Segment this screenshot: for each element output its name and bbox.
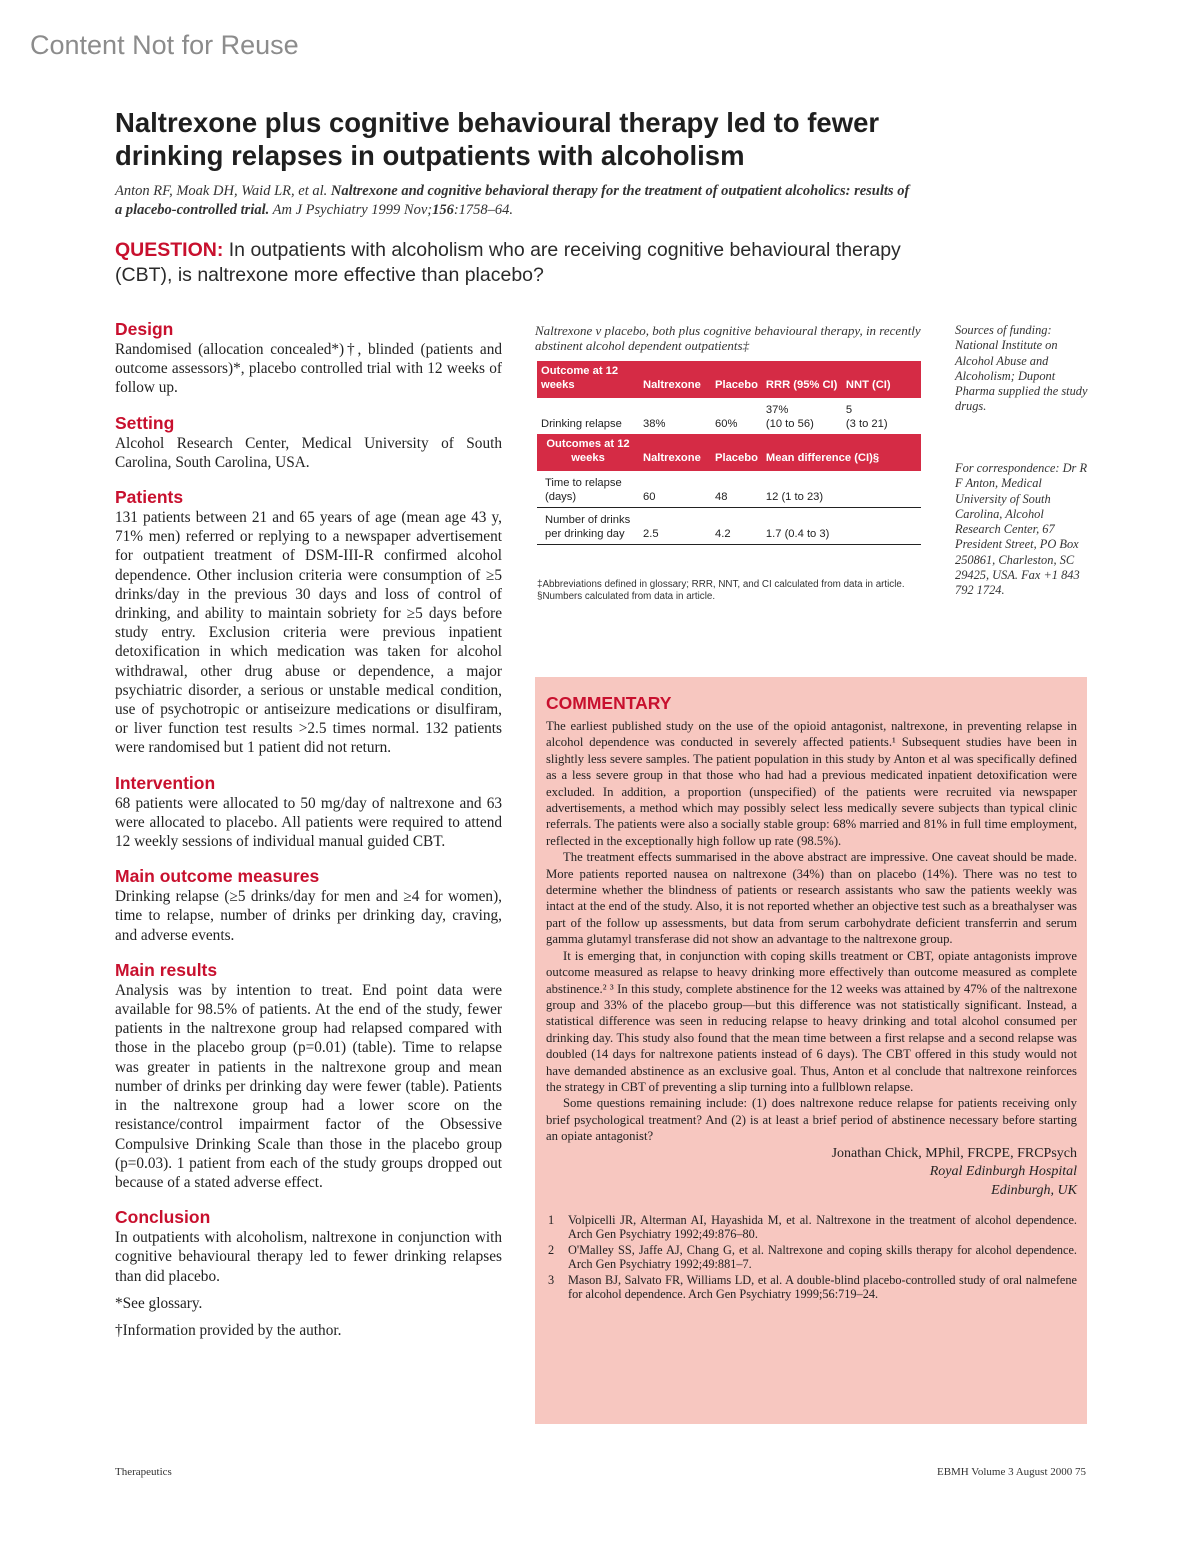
intervention-heading: Intervention <box>115 772 216 793</box>
table-header-naltrexone: Naltrexone <box>639 434 711 471</box>
results-section <box>115 959 502 1192</box>
commentary-paragraph: It is emerging that, in conjunction with coping skills treatment or CBT, opiate antagonists improve outcome measured as relapse to heavy drinking more effectively than outcome measured as complete abstinence.² ³ In this study, complete abstinence for the 12 weeks was attained by 47% of the naltrexone group and 33% of the placebo group—but this difference was not statistically significant. Instead, a statistical difference was seen in reducing relapse to heavy drinking and total alcohol consumed per drinking day. This study also found that the mean time between a first relapse and a second relapse was doubled (14 days for naltrexone patients instead of 6 days). The CBT offered in this study would not have demanded abstinence as an exclusive goal. Thus, Anton et al conclude that naltrexone reinforces the strategy in CBT of preventing a slip turning into a fullblown relapse. <box>546 948 1077 1094</box>
table-cell-naltrexone: 60 <box>639 471 711 508</box>
signature-hospital: Royal Edinburgh Hospital <box>929 1164 1077 1180</box>
commentary-heading: COMMENTARY <box>546 693 672 713</box>
conclusion-section <box>115 1206 502 1286</box>
table-cell-placebo: 4.2 <box>711 508 762 545</box>
commentary-signature <box>546 1145 1077 1201</box>
table-cell-difference: 1.7 (0.4 to 3) <box>762 508 921 545</box>
table-header-placebo: Placebo <box>711 361 762 398</box>
reference-text: Mason BJ, Salvato FR, Williams LD, et al. A double-blind placebo-controlled study of oral nalmefene for alcohol dependence. Arch Gen Psychiatry 1999;56:719–24. <box>568 1273 1077 1302</box>
rrr-ci: (10 to 56) <box>765 417 814 430</box>
citation-year: 1999 Nov; <box>371 202 433 218</box>
table-cell-placebo: 48 <box>711 471 762 508</box>
table-cell-placebo: 60% <box>715 417 738 430</box>
design-body: Randomised (allocation concealed*)†, blinded (patients and outcome assessors)*, placebo controlled trial with 12 weeks of follow up. <box>115 341 502 397</box>
table-header-placebo: Placebo <box>711 434 762 471</box>
intervention-body: 68 patients were allocated to 50 mg/day of naltrexone and 63 were allocated to placebo. All patients were required to attend 12 weekly sessions of individual manual guided CBT. <box>115 794 502 851</box>
design-section <box>115 318 502 398</box>
funding-note: Sources of funding: National Institute on Alcohol Abuse and Alcoholism; Dupont Pharma supplied the study drugs. <box>955 323 1088 414</box>
table-header-rrr: RRR (95% CI) <box>762 361 842 398</box>
table-header-naltrexone: Naltrexone <box>639 361 711 398</box>
question-label: QUESTION: <box>115 239 224 261</box>
table-header-nnt: NNT (CI) <box>842 361 921 398</box>
results-heading: Main results <box>115 959 218 980</box>
reference-text: Volpicelli JR, Alterman AI, Hayashida M, et al. Naltrexone in the treatment of alcohol dependence. Arch Gen Psychiatry 1992;49:876–80. <box>568 1213 1077 1242</box>
table-cell-rrr <box>762 398 842 434</box>
table-header-row <box>537 361 921 398</box>
patients-heading: Patients <box>115 487 184 508</box>
setting-heading: Setting <box>115 412 175 433</box>
reference-number: 3 <box>548 1273 555 1288</box>
conclusion-body: In outpatients with alcoholism, naltrexone in conjunction with cognitive behavioural therapy led to fewer drinking relapses than did placebo. <box>115 1229 502 1285</box>
table-header-outcome: Outcome at 12 weeks <box>537 361 639 398</box>
citation-article-title: Naltrexone and cognitive behavioral therapy for the treatment of outpatient alcoholics: results of a placebo-controlled trial. <box>115 183 910 218</box>
table-cell-naltrexone: 2.5 <box>639 508 711 545</box>
table-row <box>537 398 921 434</box>
table-row <box>537 508 921 545</box>
table-cell-nnt <box>842 398 921 434</box>
reference-list <box>546 1213 1077 1301</box>
design-heading: Design <box>115 319 174 339</box>
footer-journal-info: EBMH Volume 3 August 2000 75 <box>936 1466 1086 1478</box>
reference-number: 1 <box>548 1213 555 1228</box>
results-table <box>537 361 921 545</box>
correspondence-note: For correspondence: Dr R F Anton, Medical University of South Carolina, Alcohol Research Center, 67 President Street, PO Box 250861, Charleston, SC 29425, USA. Fax +1 843 792 1724. <box>955 461 1088 598</box>
citation <box>115 182 915 220</box>
table-header-outcome: Outcomes at 12 weeks <box>537 434 639 471</box>
commentary-paragraph: The earliest published study on the use of the opioid antagonist, naltrexone, in preventing relapse in alcohol dependence was conducted in severely affected patients.¹ Subsequent studies have been in slightly less severe samples. The patient population in this study by Anton et al was specifically defined as a less severe group in that those who had had a previous medicated inpatient detoxification were excluded. In addition, a proportion (unspecified) of the patients were recruited via newspaper advertisements, a method which may possibly select less medically severe subjects than typical clinic referrals. The patients were also a socially stable group: 68% married and 81% in full time employment, reflected in the exceptionally high follow up rate (98.5%). <box>546 719 1077 848</box>
signature-name: Jonathan Chick, MPhil, FRCPE, FRCPsych <box>831 1145 1077 1161</box>
reference-text: O'Malley SS, Jaffe AJ, Chang G, et al. Naltrexone and coping skills therapy for alcohol dependence. Arch Gen Psychiatry 1992;49:881–7. <box>568 1243 1077 1272</box>
citation-pages: :1758–64. <box>453 202 514 218</box>
table-caption: Naltrexone v placebo, both plus cognitive behavioural therapy, in recently abstinent alcohol dependent outpatients‡ <box>535 323 921 353</box>
outcomes-heading: Main outcome measures <box>115 866 320 887</box>
table-header-mean-difference: Mean difference (CI)§ <box>762 434 921 471</box>
table-cell-naltrexone: 38% <box>643 417 666 430</box>
results-body: Analysis was by intention to treat. End point data were available for 98.5% of patients. At the end of the study, fewer patients in the naltrexone group had relapsed compared with those in the placebo group (p=0.01) (table). Time to relapse was greater in patients in the naltrexone group and mean number of drinks per drinking day were fewer (table). Patients in the naltrexone group had a lower score on the resistance/control impairment factor of the Obsessive Compulsive Drinking Scale than those in the placebo group (p=0.03). 1 patient from each of the study groups dropped out because of a stated adverse effect. <box>115 981 502 1191</box>
outcomes-section <box>115 865 502 945</box>
patients-body: 131 patients between 21 and 65 years of age (mean age 43 y, 71% men) referred or replying to a newspaper advertisement for outpatient treatment of DSM-III-R confirmed alcohol dependence. Other inclusion criteria were consumption of ≥5 drinks/day in the previous 30 days and loss of control of drinking, and ability to maintain sobriety for ≥5 days before study entry. Exclusion criteria were previous inpatient detoxification in which medication was taken for alcohol withdrawal, other drug abuse or dependence, a major psychiatric disorder, a serious or unstable medical condition, use of psychotropic or antiseizure medications or disulfiram, or liver function test results >2.5 times normal. 132 patients were randomised but 1 patient did not return. <box>115 509 502 757</box>
setting-section <box>115 412 502 472</box>
question <box>115 238 935 288</box>
table-footnote: ‡Abbreviations defined in glossary; RRR, NNT, and CI calculated from data in article. <box>537 579 905 590</box>
reference-item <box>546 1273 1077 1301</box>
table-cell-outcome: Time to relapse (days) <box>537 471 639 508</box>
commentary-paragraph: Some questions remaining include: (1) does naltrexone reduce relapse for patients receiving only brief psychological treatment? And (2) is at least a brief period of abstinence necessary before starting an opiate antagonist? <box>546 1096 1077 1144</box>
table-footnote: §Numbers calculated from data in article. <box>537 591 716 602</box>
citation-volume: 156 <box>432 202 454 218</box>
question-text: In outpatients with alcoholism who are receiving cognitive behavioural therapy (CBT), is naltrexone more effective than placebo? <box>115 239 901 286</box>
author-info-note: †Information provided by the author. <box>115 1321 342 1339</box>
table-header-row <box>537 434 921 471</box>
table-cell-difference: 12 (1 to 23) <box>762 471 921 508</box>
outcomes-body: Drinking relapse (≥5 drinks/day for men and ≥4 for women), time to relapse, number of drinks per drinking day, craving, and adverse events. <box>115 888 502 944</box>
table-row <box>537 471 921 508</box>
footer-section-label: Therapeutics <box>115 1466 172 1478</box>
signature-location: Edinburgh, UK <box>991 1182 1077 1198</box>
reference-item <box>546 1213 1077 1241</box>
commentary-paragraph: The treatment effects summarised in the above abstract are impressive. One caveat should be made. More patients reported nausea on naltrexone (34%) than on placebo (14%). There was no test to determine whether the blindness of patients or research assistants who saw the patients weekly was intact at the end of the study. Also, it is not reported whether an objective test such as a breathalyser was part of the follow up assessments, but data from serum carbohydrate deficient transferrin and serum gamma glutamyl transferase did not show an advantage to the naltrexone group. <box>546 850 1077 947</box>
commentary-box <box>535 677 1087 1424</box>
reference-number: 2 <box>548 1243 555 1258</box>
nnt-value: 5 <box>845 404 853 416</box>
citation-authors: Anton RF, Moak DH, Waid LR, et al. <box>115 183 328 199</box>
table-footnotes <box>537 579 927 603</box>
citation-journal: Am J Psychiatry <box>272 202 368 218</box>
patients-section <box>115 486 502 758</box>
glossary-note: *See glossary. <box>115 1294 203 1312</box>
abstract-column <box>115 318 502 1340</box>
intervention-section <box>115 772 502 852</box>
table-cell-outcome: Drinking relapse <box>541 417 622 430</box>
setting-body: Alcohol Research Center, Medical University of South Carolina, South Carolina, USA. <box>115 434 502 471</box>
nnt-ci: (3 to 21) <box>845 417 888 430</box>
page-title: Naltrexone plus cognitive behavioural therapy led to fewer drinking relapses in outpatients with alcoholism <box>115 107 880 171</box>
conclusion-heading: Conclusion <box>115 1207 211 1228</box>
watermark: Content Not for Reuse <box>30 30 299 60</box>
table-cell-outcome: Number of drinks per drinking day <box>537 508 639 545</box>
rrr-value: 37% <box>765 404 789 416</box>
reference-item <box>546 1243 1077 1271</box>
